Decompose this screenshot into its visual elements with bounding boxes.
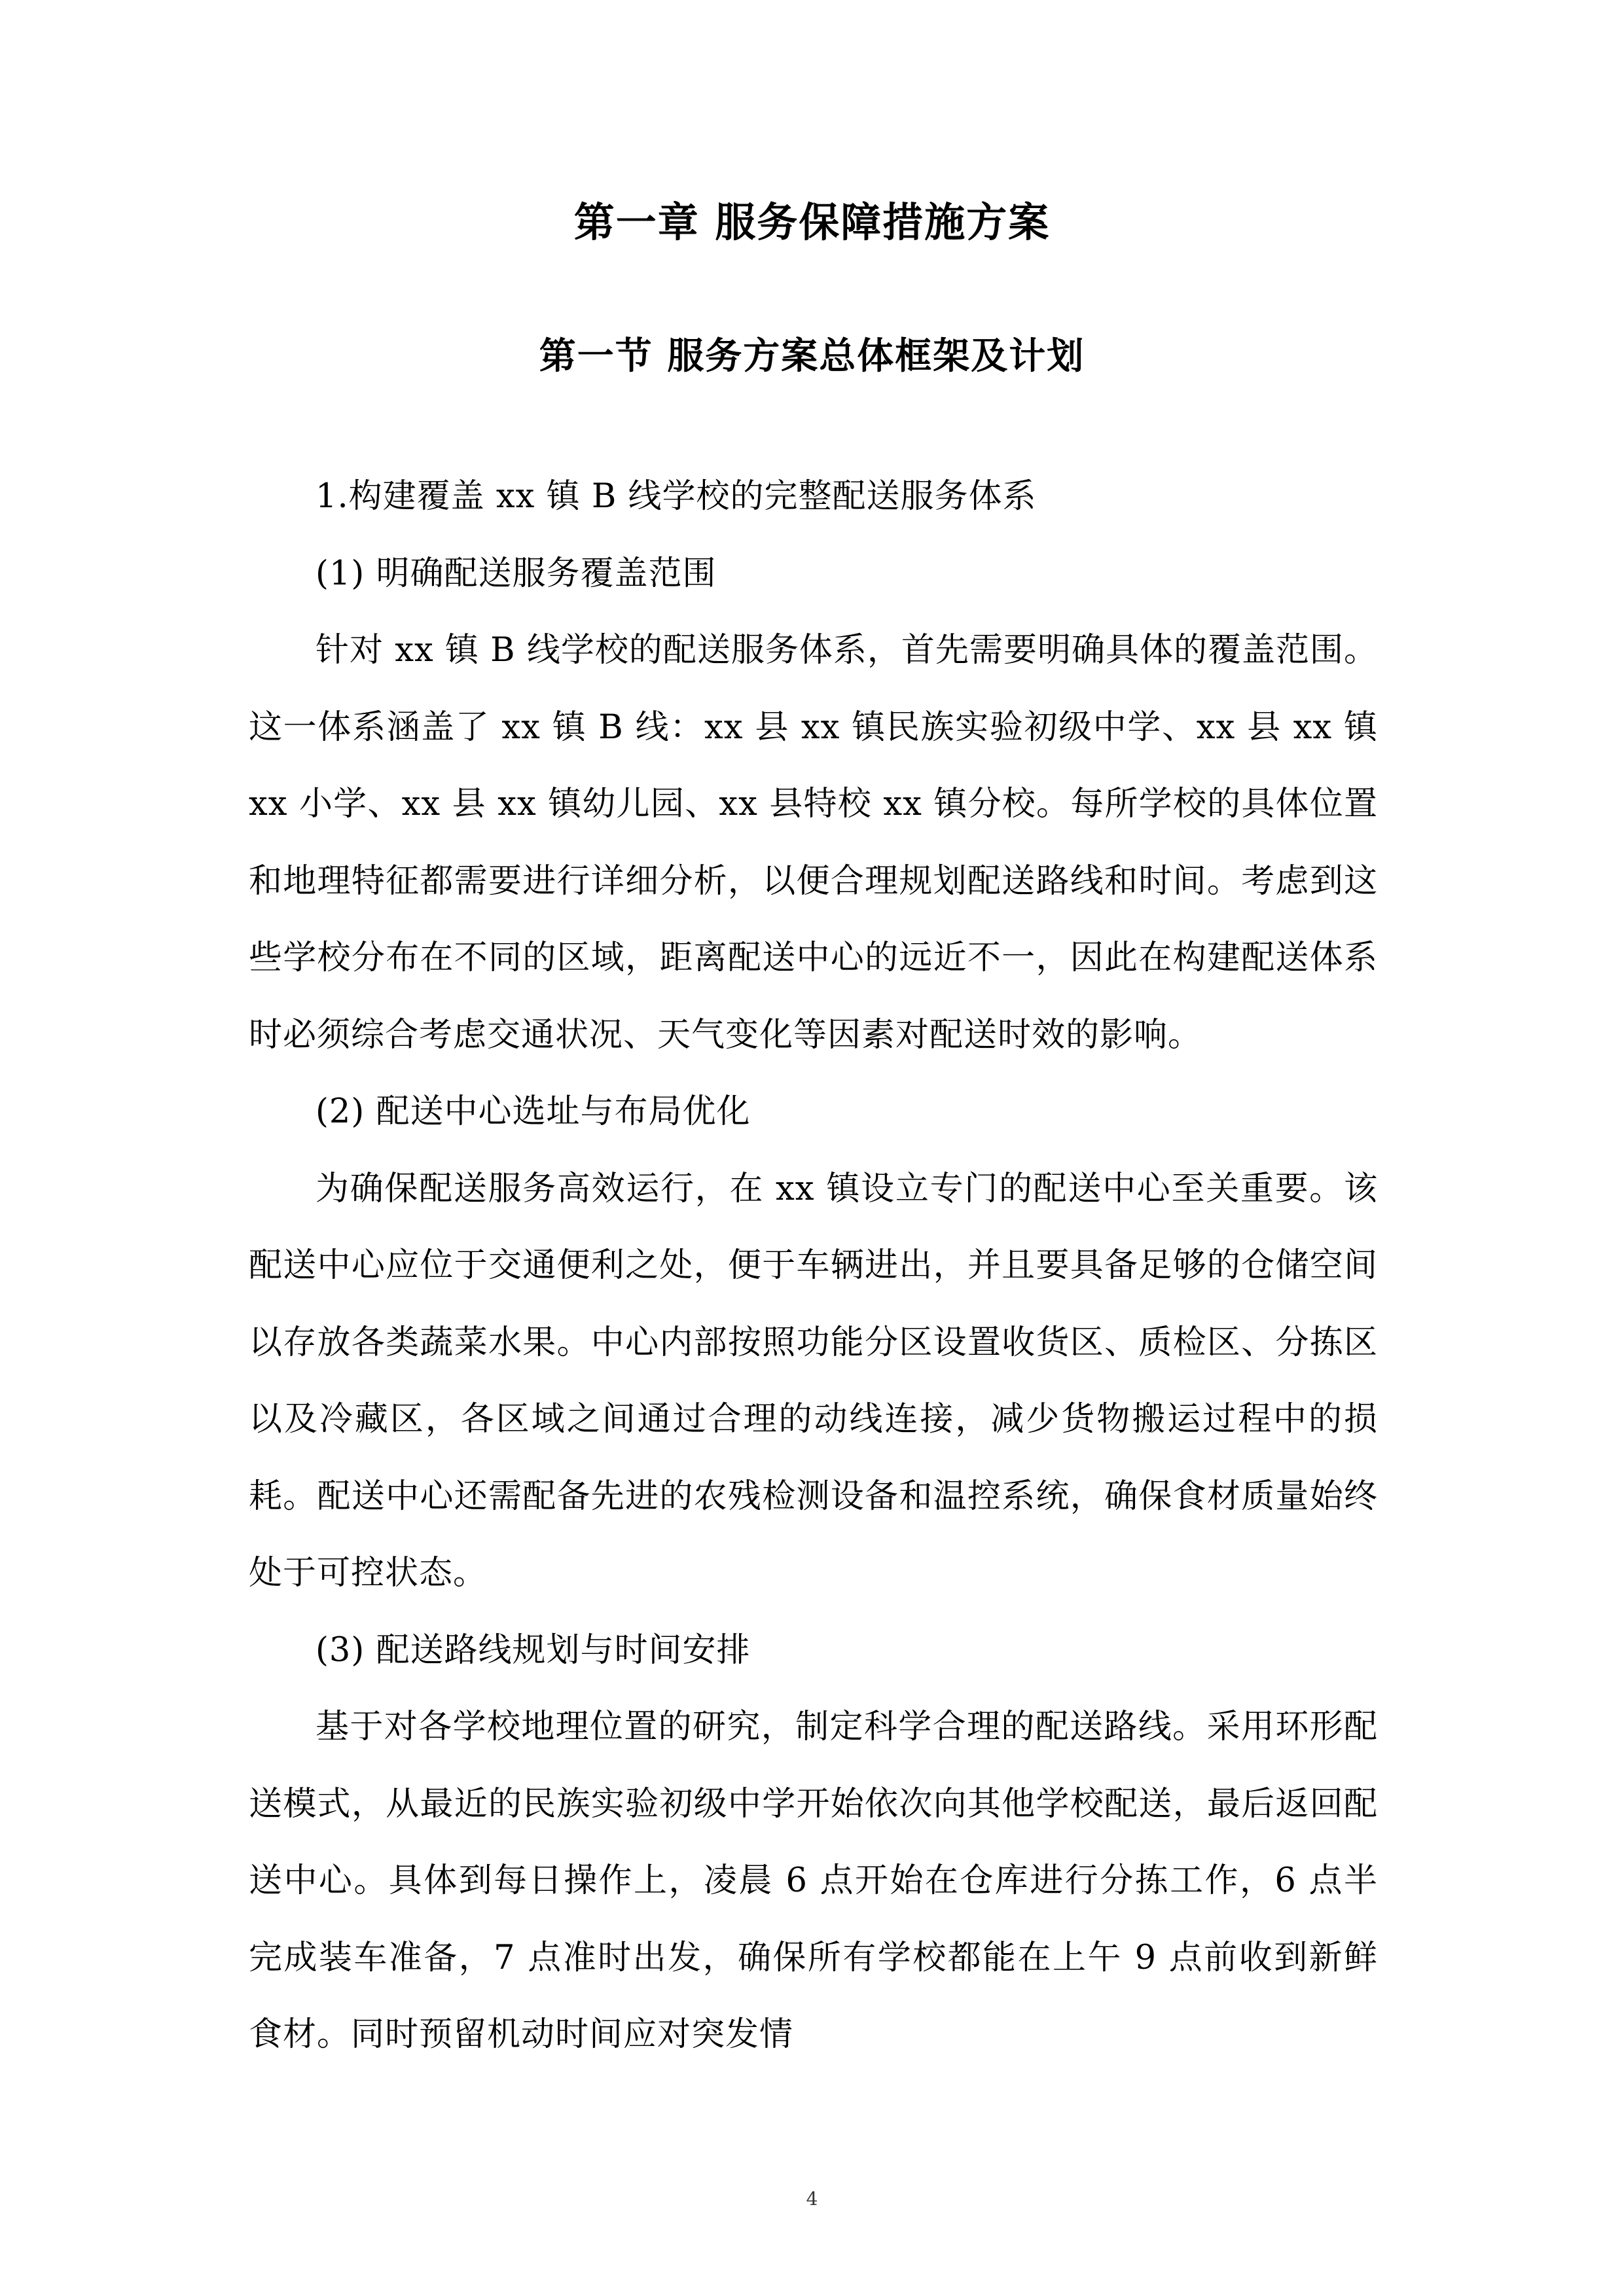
paragraph-1: 针对 xx 镇 B 线学校的配送服务体系，首先需要明确具体的覆盖范围。这一体系涵盖了 xx 镇 B 线：xx 县 xx 镇民族实验初级中学、xx 县 xx 镇 xx 小学、xx 县 xx 镇幼儿园、xx 县特校 xx 镇分校。每所学校的具体位置和地理特征都需要进行详细分析，以便合理规划配送路线和时间。考虑到这些学校分布在不同的区域，距离配送中心的远近不一，因此在构建配送体系时必须综合考虑交通状况、天气变化等因素对配送时效的影响。 bbox=[249, 631, 1378, 1054]
paragraph-2: 为确保配送服务高效运行，在 xx 镇设立专门的配送中心至关重要。该配送中心应位于交通便利之处，便于车辆进出，并且要具备足够的仓储空间以存放各类蔬菜水果。中心内部按照功能分区设置收货区、质检区、分拣区以及冷藏区，各区域之间通过合理的动线连接，减少货物搬运过程中的损耗。配送中心还需配备先进的农残检测设备和温控系统，确保食材质量始终处于可控状态。 bbox=[249, 1169, 1378, 1592]
subheading-3: (3) 配送路线规划与时间安排 bbox=[316, 1630, 751, 1670]
paragraph-3: 基于对各学校地理位置的研究，制定科学合理的配送路线。采用环形配送模式，从最近的民族实验初级中学开始依次向其他学校配送，最后返回配送中心。具体到每日操作上，凌晨 6 点开始在仓库进行分拣工作，6 点半完成装车准备，7 点准时出发，确保所有学校都能在上午 9 点前收到新鲜食材。同时预留机动时间应对突发情 bbox=[249, 1708, 1378, 2054]
body-text bbox=[249, 458, 1378, 2073]
page-number: 4 bbox=[806, 2188, 818, 2210]
subheading-2: (2) 配送中心选址与布局优化 bbox=[316, 1092, 751, 1131]
heading-1: 1.构建覆盖 xx 镇 B 线学校的完整配送服务体系 bbox=[316, 477, 1037, 516]
subheading-1: (1) 明确配送服务覆盖范围 bbox=[316, 554, 717, 593]
section-title: 第一节 服务方案总体框架及计划 bbox=[539, 335, 1085, 378]
chapter-title: 第一章 服务保障措施方案 bbox=[573, 198, 1051, 246]
